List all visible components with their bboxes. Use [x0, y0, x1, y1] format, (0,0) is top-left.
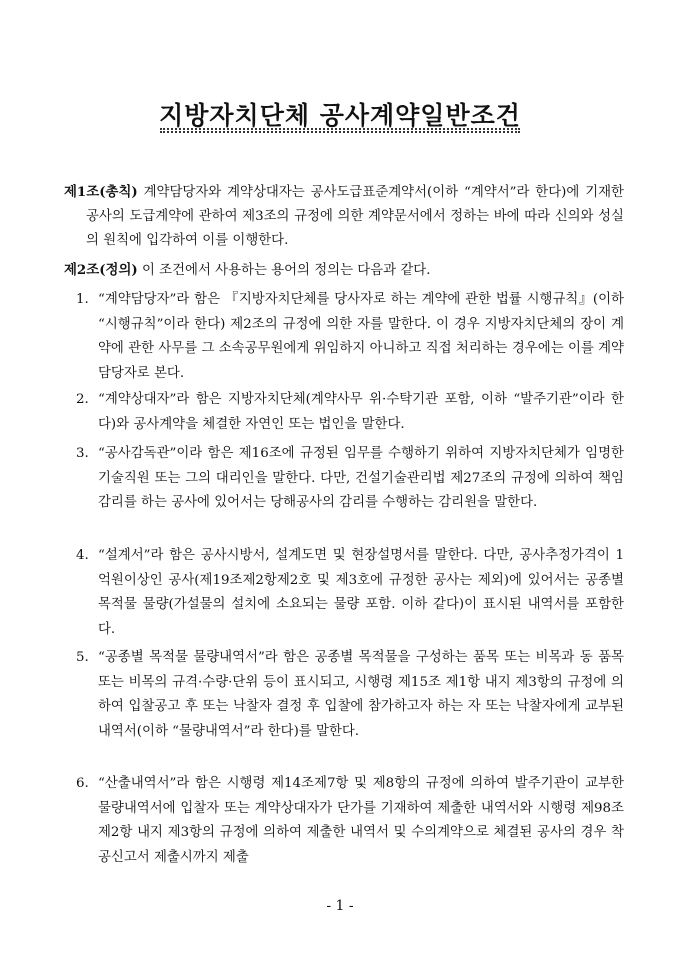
list-item-text: “산출내역서”라 함은 시행령 제14조제7항 및 제8항의 규정에 의하여 발주기관이 교부한 물량내역서에 입찰자 또는 계약상대자가 단가를 기재하여 제출한 내역서와 시행령 제98조제2항 내지 제3항의 규정에 의하여 제출한 내역서 및 수의계약으로 체결된 공사의 경우 착공신고서 제출시까지 제출	[98, 776, 624, 865]
list-item-text: “계약상대자”라 함은 지방자치단체(계약사무 위·수탁기관 포함, 이하 “발주기관”이라 한다)와 공사계약을 체결한 자연인 또는 법인을 말한다.	[98, 392, 624, 432]
list-item-text: “공사감독관”이라 함은 제16조에 규정된 임무를 수행하기 위하여 지방자치단체가 임명한 기술직원 또는 그의 대리인을 말한다. 다만, 건설기술관리법 제27조의 규정에 의하여 책임감리를 하는 공사에 있어서는 당해공사의 감리를 수행하는 감리원을 말한다.	[98, 446, 624, 510]
list-item	[76, 544, 624, 642]
list-item	[76, 388, 624, 437]
page-number: - 1 -	[326, 898, 354, 914]
list-item-text: “공종별 목적물 물량내역서”라 함은 공종별 목적물을 구성하는 품목 또는 비목과 동 품목 또는 비목의 규격·수량·단위 등이 표시되고, 시행령 제15조 제1항 내지 제3항의 규정에 의하여 입찰공고 후 또는 낙찰자 결정 후 입찰에 참가하고자 하는 자 또는 낙찰자에게 교부된 내역서(이하 “물량내역서”라 한다)를 말한다.	[98, 650, 624, 739]
list-item	[76, 646, 624, 744]
article-1	[64, 180, 624, 253]
list-item	[76, 772, 624, 870]
list-item	[76, 288, 624, 386]
article-1-label: 제1조(총칙)	[64, 184, 138, 200]
article-1-paragraph	[64, 180, 624, 253]
list-item-text: “설계서”라 함은 공사시방서, 설계도면 및 현장설명서를 말한다. 다만, 공사추정가격이 1억원이상인 공사(제19조제2항제2호 및 제3호에 규정한 공사는 제외)에 있어서는 공종별 목적물 물량(가설물의 설치에 소요되는 물량 포함. 이하 같다)이 표시된 내역서를 포함한다.	[98, 548, 624, 637]
article-2	[64, 258, 624, 283]
title-underline	[160, 128, 520, 133]
list-item-number: 5.	[76, 650, 89, 665]
list-item-number: 4.	[76, 548, 89, 563]
list-item-number: 2.	[76, 392, 89, 407]
article-2-text: 이 조건에서 사용하는 용어의 정의는 다음과 같다.	[137, 263, 431, 278]
list-item-number: 1.	[76, 292, 89, 307]
article-2-label: 제2조(정의)	[64, 262, 138, 278]
list-item-number: 3.	[76, 446, 89, 461]
list-item-number: 6.	[76, 776, 89, 791]
document-title: 지방자치단체 공사계약일반조건	[159, 101, 521, 130]
list-item-text: “계약담당자”라 함은 『지방자치단체를 당사자로 하는 계약에 관한 법률 시행규칙』(이하 “시행규칙”이라 한다) 제2조의 규정에 의한 자를 말한다. 이 경우 지방자치단체의 장이 계약에 관한 사무를 그 소속공무원에게 위임하지 아니하고 직접 처리하는 경우에는 이를 계약담당자로 본다.	[98, 292, 624, 381]
list-item	[76, 442, 624, 516]
article-2-paragraph	[64, 258, 624, 283]
article-1-text: 계약담당자와 계약상대자는 공사도급표준계약서(이하 “계약서”라 한다)에 기재한 공사의 도급계약에 관하여 제3조의 규정에 의한 계약문서에서 정하는 바에 따라 신의와 성실의 원칙에 입각하여 이를 이행한다.	[86, 185, 624, 248]
